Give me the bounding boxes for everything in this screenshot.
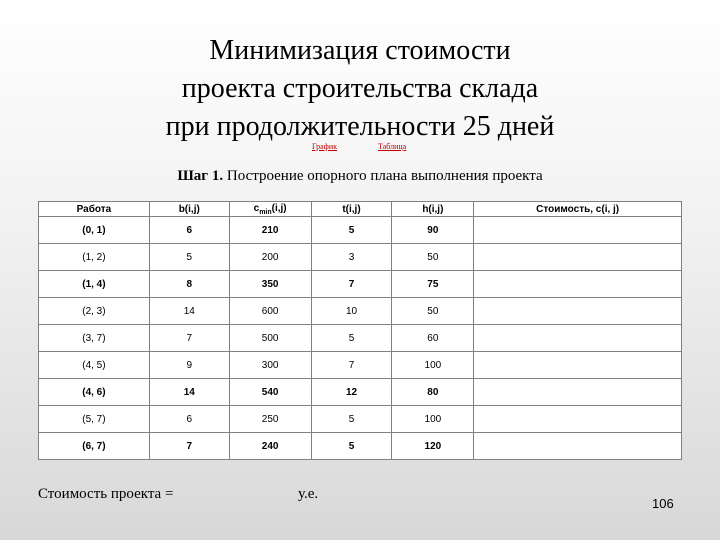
cell-h: 50 (392, 298, 474, 325)
cell-cost (474, 244, 682, 271)
nav-links (0, 142, 720, 156)
table-row (39, 433, 682, 460)
header-cost: Стоимость, c(i, j) (474, 202, 682, 217)
cell-t: 5 (311, 433, 392, 460)
cell-t: 5 (311, 406, 392, 433)
slide-title (80, 32, 640, 146)
cell-work: (1, 2) (39, 244, 150, 271)
header-cmin (229, 202, 311, 217)
cell-b: 7 (149, 325, 229, 352)
cell-h: 100 (392, 406, 474, 433)
table-row (39, 406, 682, 433)
cell-b: 14 (149, 298, 229, 325)
project-cost-label: Стоимость проекта = (38, 486, 174, 502)
table-header-row (39, 202, 682, 217)
cell-t: 5 (311, 217, 392, 244)
cell-h: 60 (392, 325, 474, 352)
cell-cmin: 200 (229, 244, 311, 271)
header-work: Работа (39, 202, 150, 217)
title-line-1: Минимизация стоимости (209, 35, 511, 66)
step-heading (0, 168, 720, 185)
table-row (39, 352, 682, 379)
cell-work: (1, 4) (39, 271, 150, 298)
cell-cost (474, 271, 682, 298)
cell-cost (474, 298, 682, 325)
cell-t: 7 (311, 271, 392, 298)
cell-cost (474, 325, 682, 352)
cell-h: 90 (392, 217, 474, 244)
cell-cmin: 600 (229, 298, 311, 325)
title-line-3: при продолжительности 25 дней (165, 111, 555, 142)
cell-work: (4, 5) (39, 352, 150, 379)
cell-t: 7 (311, 352, 392, 379)
table-row (39, 325, 682, 352)
cell-t: 3 (311, 244, 392, 271)
cell-cmin: 240 (229, 433, 311, 460)
cell-b: 6 (149, 217, 229, 244)
cell-h: 120 (392, 433, 474, 460)
cell-b: 5 (149, 244, 229, 271)
cell-cmin: 500 (229, 325, 311, 352)
cell-h: 75 (392, 271, 474, 298)
step-label: Шаг 1. (177, 168, 224, 184)
cell-cost (474, 433, 682, 460)
header-cmin-rest: (i,j) (271, 202, 287, 214)
cell-b: 9 (149, 352, 229, 379)
cell-b: 14 (149, 379, 229, 406)
cell-work: (5, 7) (39, 406, 150, 433)
cell-b: 7 (149, 433, 229, 460)
cell-work: (0, 1) (39, 217, 150, 244)
cell-cost (474, 379, 682, 406)
cell-work: (6, 7) (39, 433, 150, 460)
cell-work: (4, 6) (39, 379, 150, 406)
step-text: Построение опорного плана выполнения проекта (223, 168, 543, 184)
table-row (39, 244, 682, 271)
cell-cmin: 540 (229, 379, 311, 406)
graph-link[interactable]: График (312, 142, 338, 151)
cell-work: (3, 7) (39, 325, 150, 352)
cell-cmin: 210 (229, 217, 311, 244)
header-cmin-c: c (253, 202, 260, 214)
cell-b: 8 (149, 271, 229, 298)
cell-cmin: 250 (229, 406, 311, 433)
cell-h: 80 (392, 379, 474, 406)
page-number: 106 (652, 496, 674, 511)
cell-cmin: 300 (229, 352, 311, 379)
header-cmin-sub: min (259, 208, 272, 216)
table-link[interactable]: Таблица (378, 142, 407, 151)
cell-cost (474, 217, 682, 244)
header-h: h(i,j) (392, 202, 474, 217)
table-row (39, 298, 682, 325)
cell-cost (474, 406, 682, 433)
cell-t: 5 (311, 325, 392, 352)
cell-work: (2, 3) (39, 298, 150, 325)
cell-h: 100 (392, 352, 474, 379)
cell-cost (474, 352, 682, 379)
cell-t: 12 (311, 379, 392, 406)
header-t: t(i,j) (311, 202, 392, 217)
table-row (39, 217, 682, 244)
cell-t: 10 (311, 298, 392, 325)
project-table (38, 201, 682, 460)
header-b: b(i,j) (149, 202, 229, 217)
title-line-2: проекта строительства склада (181, 73, 539, 104)
cell-b: 6 (149, 406, 229, 433)
cell-cmin: 350 (229, 271, 311, 298)
table-row (39, 379, 682, 406)
table-row (39, 271, 682, 298)
cost-unit: у.е. (298, 486, 319, 502)
cell-h: 50 (392, 244, 474, 271)
